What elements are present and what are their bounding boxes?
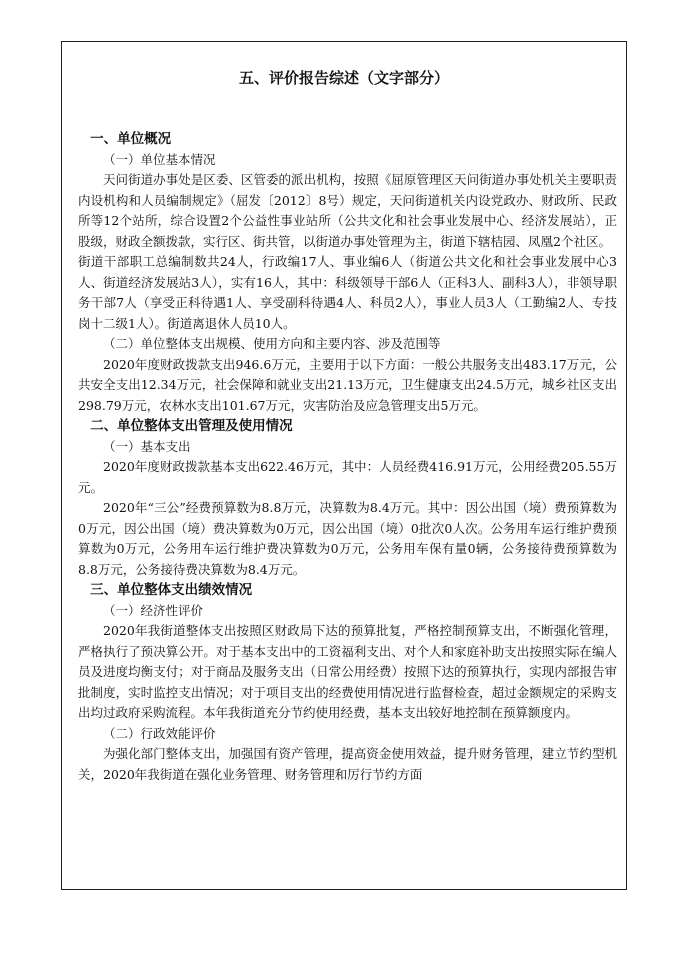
paragraph: 2020年度财政拨款支出946.6万元，主要用于以下方面：一般公共服务支出483.17万元，公共安全支出12.34万元，社会保障和就业支出21.13万元，卫生健康支出24.5万元，城乡社区支出298.79万元，农林水支出101.67万元，灾害防治及应急管理支出5万元。 <box>78 356 617 413</box>
section-heading: 三、单位整体支出绩效情况 <box>90 582 253 598</box>
subsection-heading: （一）基本支出 <box>103 438 191 454</box>
subsection-heading: （二）行政效能评价 <box>103 725 216 741</box>
report-content <box>78 129 617 785</box>
section-heading: 一、单位概况 <box>90 131 172 147</box>
page-title: 五、评价报告综述（文字部分） <box>238 69 449 87</box>
paragraph: 2020年“三公”经费预算数为8.8万元，决算数为8.4万元。其中：因公出国（境）费预算数为0万元，因公出国（境）费决算数为0万元，因公出国（境）0批次0人次。公务用车运行维护费预算数为0万元，公务用车运行维护费决算数为0万元，公务用车保有量0辆，公务接待费预算数为8.8万元，公务接待费决算数为8.4万元。 <box>78 500 617 577</box>
subsection-heading: （二）单位整体支出规模、使用方向和主要内容、涉及范围等 <box>103 336 441 351</box>
paragraph: 2020年我街道整体支出按照区财政局下达的预算批复，严格控制预算支出，不断强化管理，严格执行了预决算公开。对于基本支出中的工资福利支出、对个人和家庭补助支出按照实际在编人员及进度均衡支付；对于商品及服务支出（日常公用经费）按照下达的预算执行，实现内部报告审批制度，实时监控支出情况；对于项目支出的经费使用情况进行监督检查，超过金额规定的采购支出均过政府采购流程。本年我街道充分节约使用经费，基本支出较好地控制在预算额度内。 <box>78 623 617 720</box>
paragraph: 街道干部职工总编制数共24人，行政编17人、事业编6人（街道公共文化和社会事业发展中心3人、街道经济发展站3人），实有16人，其中：科级领导干部6人（正科3人、副科3人），非领导职务干部7人（享受正科待遇1人、享受副科待遇4人、科员2人），事业人员3人（工勤编2人、专技岗十二级1人）。街道离退休人员10人。 <box>78 254 617 331</box>
subsection-heading: （一）单位基本情况 <box>103 151 216 167</box>
report-frame <box>61 41 627 890</box>
subsection-heading: （一）经济性评价 <box>103 602 204 618</box>
paragraph: 2020年度财政拨款基本支出622.46万元，其中：人员经费416.91万元，公用经费205.55万元。 <box>78 459 617 495</box>
paragraph: 为强化部门整体支出，加强国有资产管理，提高资金使用效益，提升财务管理，建立节约型机关，2020年我街道在强化业务管理、财务管理和厉行节约方面 <box>78 746 617 782</box>
section-heading: 二、单位整体支出管理及使用情况 <box>90 418 293 434</box>
paragraph: 天问街道办事处是区委、区管委的派出机构，按照《屈原管理区天问街道办事处机关主要职责内设机构和人员编制规定》（屈发〔2012〕8号）规定，天问街道机关内设党政办、财政所、民政所等12个站所，综合设置2个公益性事业站所（公共文化和社会事业发展中心、经济发展站），正股级，财政全额拨款，实行区、街共管，以街道办事处管理为主，街道下辖桔园、凤凰2个社区。 <box>78 172 617 249</box>
